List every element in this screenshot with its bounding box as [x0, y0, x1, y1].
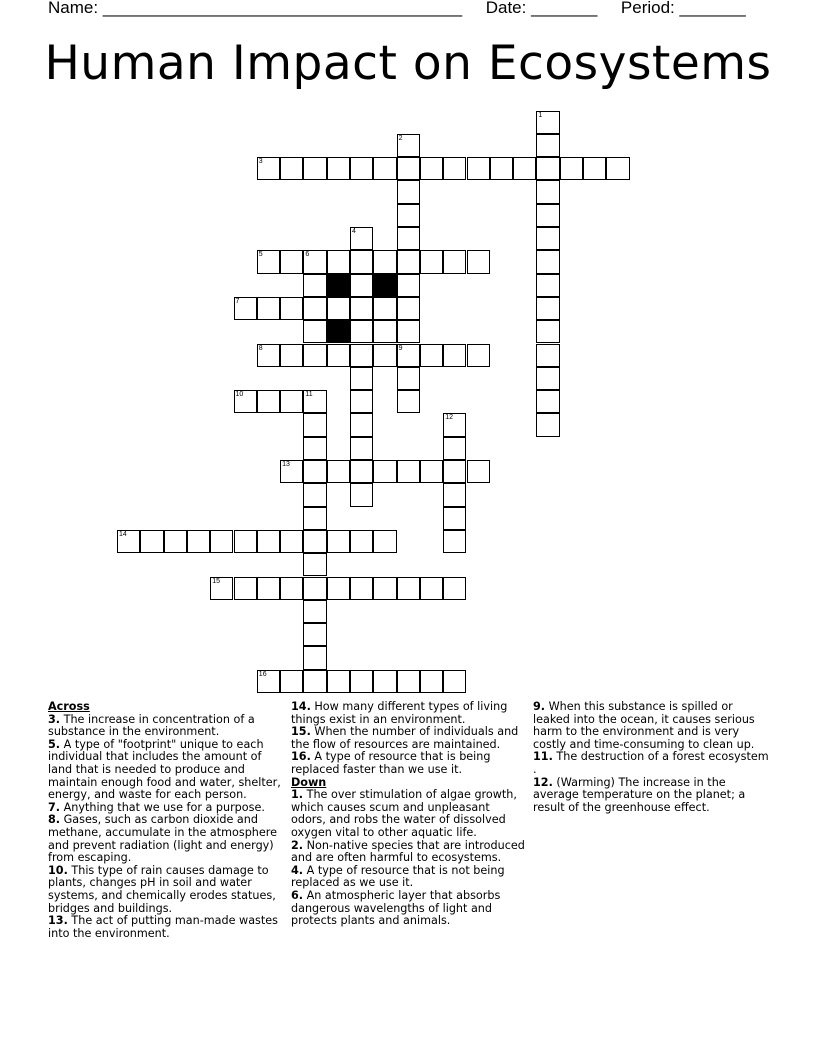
grid-cell[interactable] [397, 157, 420, 180]
clue-across-10: 10. This type of rain causes damage to plants, changes pH in soil and water systems, and chemically erodes statues, bridges and buildings. [48, 863, 276, 915]
grid-cell[interactable] [303, 483, 326, 506]
grid-cell[interactable] [443, 157, 466, 180]
grid-cell[interactable] [536, 227, 559, 250]
grid-cell[interactable] [536, 157, 559, 180]
grid-cell[interactable] [303, 274, 326, 297]
clues-column-3 [533, 701, 769, 814]
clue-number: 12 [445, 414, 453, 422]
grid-cell[interactable] [350, 320, 373, 343]
grid-cell[interactable] [303, 507, 326, 530]
grid-cell[interactable] [303, 344, 326, 367]
grid-cell[interactable] [257, 577, 280, 600]
clue-number: 11 [305, 391, 313, 399]
grid-cell[interactable] [350, 460, 373, 483]
name-label: Name: [48, 0, 99, 17]
grid-cell[interactable] [443, 577, 466, 600]
clue-number: 3 [258, 158, 263, 166]
grid-cell[interactable] [397, 390, 420, 413]
grid-cell[interactable] [257, 250, 280, 273]
grid-cell[interactable] [350, 530, 373, 553]
grid-cell[interactable] [327, 344, 350, 367]
grid-cell[interactable] [397, 250, 420, 273]
grid-cell[interactable] [536, 134, 559, 157]
grid-cell[interactable] [350, 483, 373, 506]
grid-cell[interactable] [490, 157, 513, 180]
grid-cell[interactable] [257, 297, 280, 320]
grid-cell[interactable] [303, 320, 326, 343]
grid-cell[interactable] [397, 367, 420, 390]
grid-black-cell [327, 320, 350, 343]
grid-cell[interactable] [420, 670, 443, 693]
grid-cell[interactable] [117, 530, 140, 553]
grid-cell[interactable] [397, 320, 420, 343]
clue-number: 7 [235, 297, 240, 305]
grid-cell[interactable] [513, 157, 536, 180]
grid-cell[interactable] [373, 670, 396, 693]
grid-cell[interactable] [280, 530, 303, 553]
grid-cell[interactable] [397, 460, 420, 483]
grid-cell[interactable] [303, 670, 326, 693]
grid-cell[interactable] [303, 437, 326, 460]
grid-cell[interactable] [397, 297, 420, 320]
clue-across-3: 3. The increase in concentration of a substance in the environment. [48, 712, 255, 739]
clue-across-5: 5. A type of "footprint" unique to each individual that includes the amount of land that is needed to produce and maintain enough food and water, shelter, energy, and waste for each person. [48, 737, 281, 802]
grid-cell[interactable] [257, 530, 280, 553]
clue-number: 1 [538, 111, 543, 119]
grid-cell[interactable] [280, 390, 303, 413]
clue-across-16: 16. A type of resource that is being replaced faster than we use it. [291, 750, 491, 776]
grid-cell[interactable] [397, 670, 420, 693]
grid-cell[interactable] [536, 390, 559, 413]
grid-cell[interactable] [280, 577, 303, 600]
grid-cell[interactable] [467, 250, 490, 273]
across-heading: Across [48, 700, 90, 713]
grid-cell[interactable] [210, 577, 233, 600]
grid-cell[interactable] [257, 390, 280, 413]
grid-cell[interactable] [327, 297, 350, 320]
clue-number: 14 [119, 530, 127, 538]
grid-cell[interactable] [303, 460, 326, 483]
grid-cell[interactable] [210, 530, 233, 553]
grid-cell[interactable] [443, 530, 466, 553]
clue-number: 5 [258, 251, 263, 259]
grid-cell[interactable] [536, 250, 559, 273]
grid-cell[interactable] [397, 344, 420, 367]
grid-cell[interactable] [350, 367, 373, 390]
grid-cell[interactable] [560, 157, 583, 180]
grid-cell[interactable] [234, 530, 257, 553]
grid-cell[interactable] [303, 553, 326, 576]
clue-across-14: 14. How many different types of living things exist in an environment. [291, 700, 508, 726]
grid-cell[interactable] [443, 670, 466, 693]
period-label: Period: [620, 0, 675, 17]
grid-cell[interactable] [327, 460, 350, 483]
grid-cell[interactable] [303, 297, 326, 320]
clue-number: 4 [352, 228, 356, 235]
grid-cell[interactable] [536, 111, 559, 134]
grid-cell[interactable] [327, 250, 350, 273]
grid-cell[interactable] [373, 320, 396, 343]
grid-cell[interactable] [303, 530, 326, 553]
grid-cell[interactable] [443, 413, 466, 436]
grid-cell[interactable] [536, 204, 559, 227]
grid-cell[interactable] [257, 157, 280, 180]
grid-cell[interactable] [350, 157, 373, 180]
grid-cell[interactable] [397, 204, 420, 227]
grid-cell[interactable] [280, 670, 303, 693]
clues-column-1 [48, 701, 284, 940]
grid-cell[interactable] [397, 577, 420, 600]
grid-cell[interactable] [350, 227, 373, 250]
grid-cell[interactable] [327, 530, 350, 553]
grid-cell[interactable] [350, 390, 373, 413]
clue-number: 10 [235, 391, 244, 399]
grid-cell[interactable] [234, 390, 257, 413]
grid-cell[interactable] [467, 344, 490, 367]
grid-cell[interactable] [467, 157, 490, 180]
grid-cell[interactable] [350, 437, 373, 460]
grid-cell[interactable] [234, 297, 257, 320]
grid-cell[interactable] [373, 157, 396, 180]
grid-cell[interactable] [536, 413, 559, 436]
grid-cell[interactable] [164, 530, 187, 553]
date-label: Date: [485, 0, 527, 17]
grid-cell[interactable] [350, 297, 373, 320]
date-line[interactable]: _______ [531, 0, 598, 17]
grid-cell[interactable] [303, 623, 326, 646]
clue-number: 9 [398, 344, 403, 352]
grid-cell[interactable] [536, 297, 559, 320]
grid-cell[interactable] [443, 437, 466, 460]
grid-cell[interactable] [257, 670, 280, 693]
clue-down-1: 1. The over stimulation of algae growth, which causes scum and unpleasant odors, and robs the water of dissolved oxygen vital to other aquatic life. [291, 788, 517, 839]
grid-cell[interactable] [420, 157, 443, 180]
clue-down-12: 12. (Warming) The increase in the average temperature on the planet; a result of the greenhouse effect. [533, 775, 746, 814]
clue-across-8: 8. Gases, such as carbon dioxide and methane, accumulate in the atmosphere and prevent radiation (light and energy) from escaping. [48, 813, 278, 865]
grid-cell[interactable] [536, 180, 559, 203]
grid-cell[interactable] [420, 577, 443, 600]
clue-across-15: 15. When the number of individuals and the flow of resources are maintained. [291, 725, 519, 751]
grid-cell[interactable] [280, 157, 303, 180]
grid-cell[interactable] [280, 250, 303, 273]
grid-cell[interactable] [327, 577, 350, 600]
grid-cell[interactable] [536, 320, 559, 343]
grid-cell[interactable] [327, 670, 350, 693]
name-line[interactable]: ______________________________________ [102, 0, 463, 17]
clue-number: 15 [212, 577, 220, 585]
grid-cell[interactable] [257, 344, 280, 367]
grid-cell[interactable] [373, 250, 396, 273]
clues-column-2 [291, 701, 527, 928]
grid-cell[interactable] [397, 274, 420, 297]
grid-cell[interactable] [420, 250, 443, 273]
page-title: Human Impact on Ecosystems [44, 36, 772, 91]
clue-number: 2 [398, 134, 403, 142]
grid-cell[interactable] [397, 227, 420, 250]
grid-cell[interactable] [420, 344, 443, 367]
clue-down-4: 4. A type of resource that is not being replaced as we use it. [291, 863, 505, 890]
clue-down-2: 2. Non-native species that are introduced and are often harmful to ecosystems. [291, 838, 525, 865]
grid-cell[interactable] [536, 344, 559, 367]
grid-cell[interactable] [303, 646, 326, 669]
grid-cell[interactable] [443, 483, 466, 506]
grid-cell[interactable] [373, 460, 396, 483]
grid-cell[interactable] [303, 250, 326, 273]
grid-cell[interactable] [350, 577, 373, 600]
grid-cell[interactable] [397, 180, 420, 203]
clue-number: 13 [282, 461, 290, 468]
grid-cell[interactable] [373, 344, 396, 367]
clue-number: 16 [258, 670, 267, 678]
grid-cell[interactable] [606, 157, 629, 180]
clue-down-9: 9. When this substance is spilled or leaked into the ocean, it causes serious harm to the environment and is very costly and time-consuming to clean up. [533, 700, 755, 751]
grid-cell[interactable] [443, 344, 466, 367]
grid-cell[interactable] [350, 344, 373, 367]
grid-cell[interactable] [350, 413, 373, 436]
grid-cell[interactable] [536, 274, 559, 297]
grid-cell[interactable] [303, 157, 326, 180]
grid-cell[interactable] [303, 577, 326, 600]
grid-cell[interactable] [397, 134, 420, 157]
grid-cell[interactable] [443, 507, 466, 530]
clue-across-13: 13. The act of putting man-made wastes into the environment. [48, 914, 278, 940]
period-line[interactable]: _______ [679, 0, 746, 17]
grid-cell[interactable] [303, 600, 326, 623]
grid-cell[interactable] [327, 157, 350, 180]
clue-across-7: 7. Anything that we use for a purpose. [48, 800, 265, 814]
grid-cell[interactable] [443, 250, 466, 273]
grid-cell[interactable] [373, 577, 396, 600]
grid-cell[interactable] [373, 297, 396, 320]
clue-down-6: 6. An atmospheric layer that absorbs dangerous wavelengths of light and protects plants and animals. [291, 888, 501, 928]
clue-down-11: 11. The destruction of a forest ecosystem . [533, 750, 769, 776]
grid-cell[interactable] [350, 250, 373, 273]
grid-cell[interactable] [280, 344, 303, 367]
grid-cell[interactable] [467, 460, 490, 483]
grid-cell[interactable] [536, 367, 559, 390]
grid-cell[interactable] [350, 670, 373, 693]
grid-cell[interactable] [187, 530, 210, 553]
down-heading: Down [291, 775, 327, 789]
grid-cell[interactable] [350, 274, 373, 297]
grid-cell[interactable] [280, 297, 303, 320]
grid-cell[interactable] [280, 460, 303, 483]
grid-cell[interactable] [303, 390, 326, 413]
clue-number: 6 [305, 251, 310, 259]
grid-cell[interactable] [420, 460, 443, 483]
grid-black-cell [327, 274, 350, 297]
grid-cell[interactable] [140, 530, 163, 553]
grid-cell[interactable] [234, 577, 257, 600]
clue-number: 8 [258, 344, 263, 352]
grid-cell[interactable] [443, 460, 466, 483]
grid-cell[interactable] [303, 413, 326, 436]
grid-cell[interactable] [583, 157, 606, 180]
grid-black-cell [373, 274, 396, 297]
grid-cell[interactable] [373, 530, 396, 553]
